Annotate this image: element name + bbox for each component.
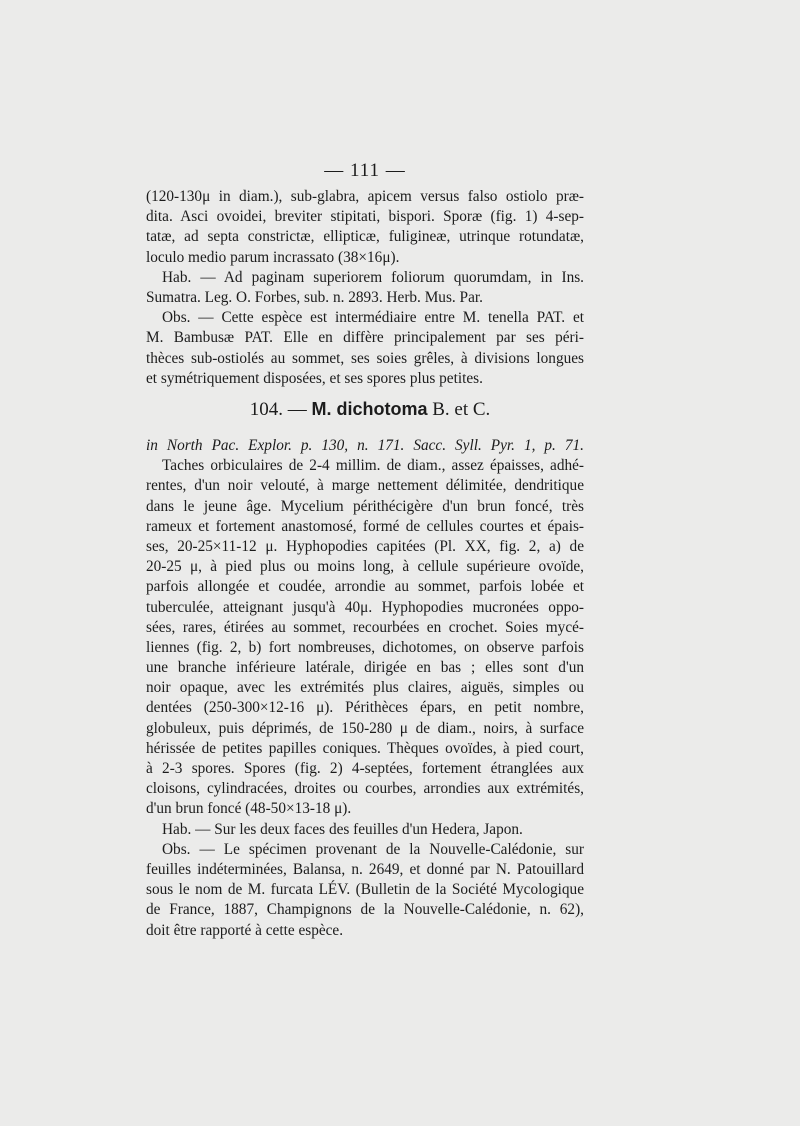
text-line: une branche inférieure latérale, dirigée en bas ; elles sont d'un (146, 659, 584, 677)
text-line: Hab. — Sur les deux faces des feuilles d'un Hedera, Japon. (162, 820, 523, 838)
page-number: — 111 — (324, 160, 406, 181)
text-line: de France, 1887, Champignons de la Nouvelle-Calédonie, n. 62), (146, 901, 584, 919)
text-line: rameux et fortement anastomosé, formé de cellules courtes et épais- (146, 517, 584, 535)
text-line: Taches orbiculaires de 2-4 millim. de diam., assez épaisses, adhé- (162, 457, 584, 475)
text-line: M. Bambusæ PAT. Elle en diffère principalement par ses péri- (146, 329, 584, 347)
text-line: 20-25 μ, à pied plus ou moins long, à cellule supérieure ovoïde, (146, 558, 584, 576)
text-line: feuilles indéterminées, Balansa, n. 2649, et donné par N. Patouillard (146, 860, 584, 878)
text-line: doit être rapporté à cette espèce. (146, 921, 344, 939)
text-line: liennes (fig. 2, b) fort nombreuses, dichotomes, on observe parfois (146, 638, 584, 656)
text-line: noir opaque, avec les extrémités plus claires, aiguës, simples ou (146, 679, 584, 697)
species-heading (0, 399, 740, 421)
text-line: dita. Asci ovoidei, breviter stipitati, bispori. Sporæ (fig. 1) 4-sep- (146, 208, 584, 226)
text-line: dentées (250-300×12-16 μ). Périthèces épars, en petit nombre, (146, 699, 584, 717)
paragraph-block-1 (146, 187, 584, 389)
text-line: tatæ, ad septa constrictæ, ellipticæ, fuligineæ, utrinque rotundatæ, (146, 228, 584, 246)
text-line: cloisons, cylindracées, droites ou courbes, arrondies aux extrémités, (146, 780, 584, 798)
text-line: Sumatra. Leg. O. Forbes, sub. n. 2893. Herb. Mus. Par. (146, 288, 483, 306)
text-line: hérissée de petites papilles coniques. Thèques ovoïdes, à pied court, (146, 739, 584, 757)
text-line: thèces sub-ostiolés au sommet, ses soies grêles, à divisions longues (146, 349, 584, 367)
text-line: sous le nom de M. furcata LÉV. (Bulletin de la Société Mycologique (146, 881, 584, 899)
text-line: globuleux, puis déprimés, de 150-280 μ de diam., noirs, à surface (146, 719, 584, 737)
text-line: ses, 20-25×11-12 μ. Hyphopodies capitées (Pl. XX, fig. 2, a) de (146, 537, 584, 555)
text-line: et symétriquement disposées, et ses spores plus petites. (146, 369, 483, 387)
text-line: Obs. — Le spécimen provenant de la Nouvelle-Calédonie, sur (162, 840, 584, 858)
species-number: 104. — (249, 399, 307, 420)
species-name: M. dichotoma (311, 399, 428, 419)
text-line: Hab. — Ad paginam superiorem foliorum quorumdam, in Ins. (162, 268, 584, 286)
text-line: d'un brun foncé (48-50×13-18 μ). (146, 800, 352, 818)
citation-line: in North Pac. Explor. p. 130, n. 171. Sacc. Syll. Pyr. 1, p. 71. (146, 437, 584, 454)
text-line: à 2-3 spores. Spores (fig. 2) 4-septées, fortement étranglées aux (146, 760, 584, 777)
text-line: parfois allongée et coudée, arrondie au sommet, parfois lobée et (146, 578, 584, 596)
text-line: rentes, d'un noir velouté, à marge nettement délimitée, dendritique (146, 477, 584, 495)
species-author: B. et C. (432, 399, 491, 420)
text-line: loculo medio parum incrassato (38×16μ). (146, 248, 400, 266)
text-line: Obs. — Cette espèce est intermédiaire entre M. tenella PAT. et (162, 309, 584, 327)
text-line: (120-130μ in diam.), sub-glabra, apicem versus falso ostiolo præ- (146, 188, 584, 205)
text-line: sées, rares, étirées au sommet, recourbées en crochet. Soies mycé- (146, 618, 584, 636)
text-line: tuberculée, atteignant jusqu'à 40μ. Hyphopodies mucronées oppo- (146, 598, 584, 616)
text-line: dans le jeune âge. Mycelium périthécigère d'un brun foncé, très (146, 497, 584, 515)
paragraph-block-2 (146, 436, 584, 941)
